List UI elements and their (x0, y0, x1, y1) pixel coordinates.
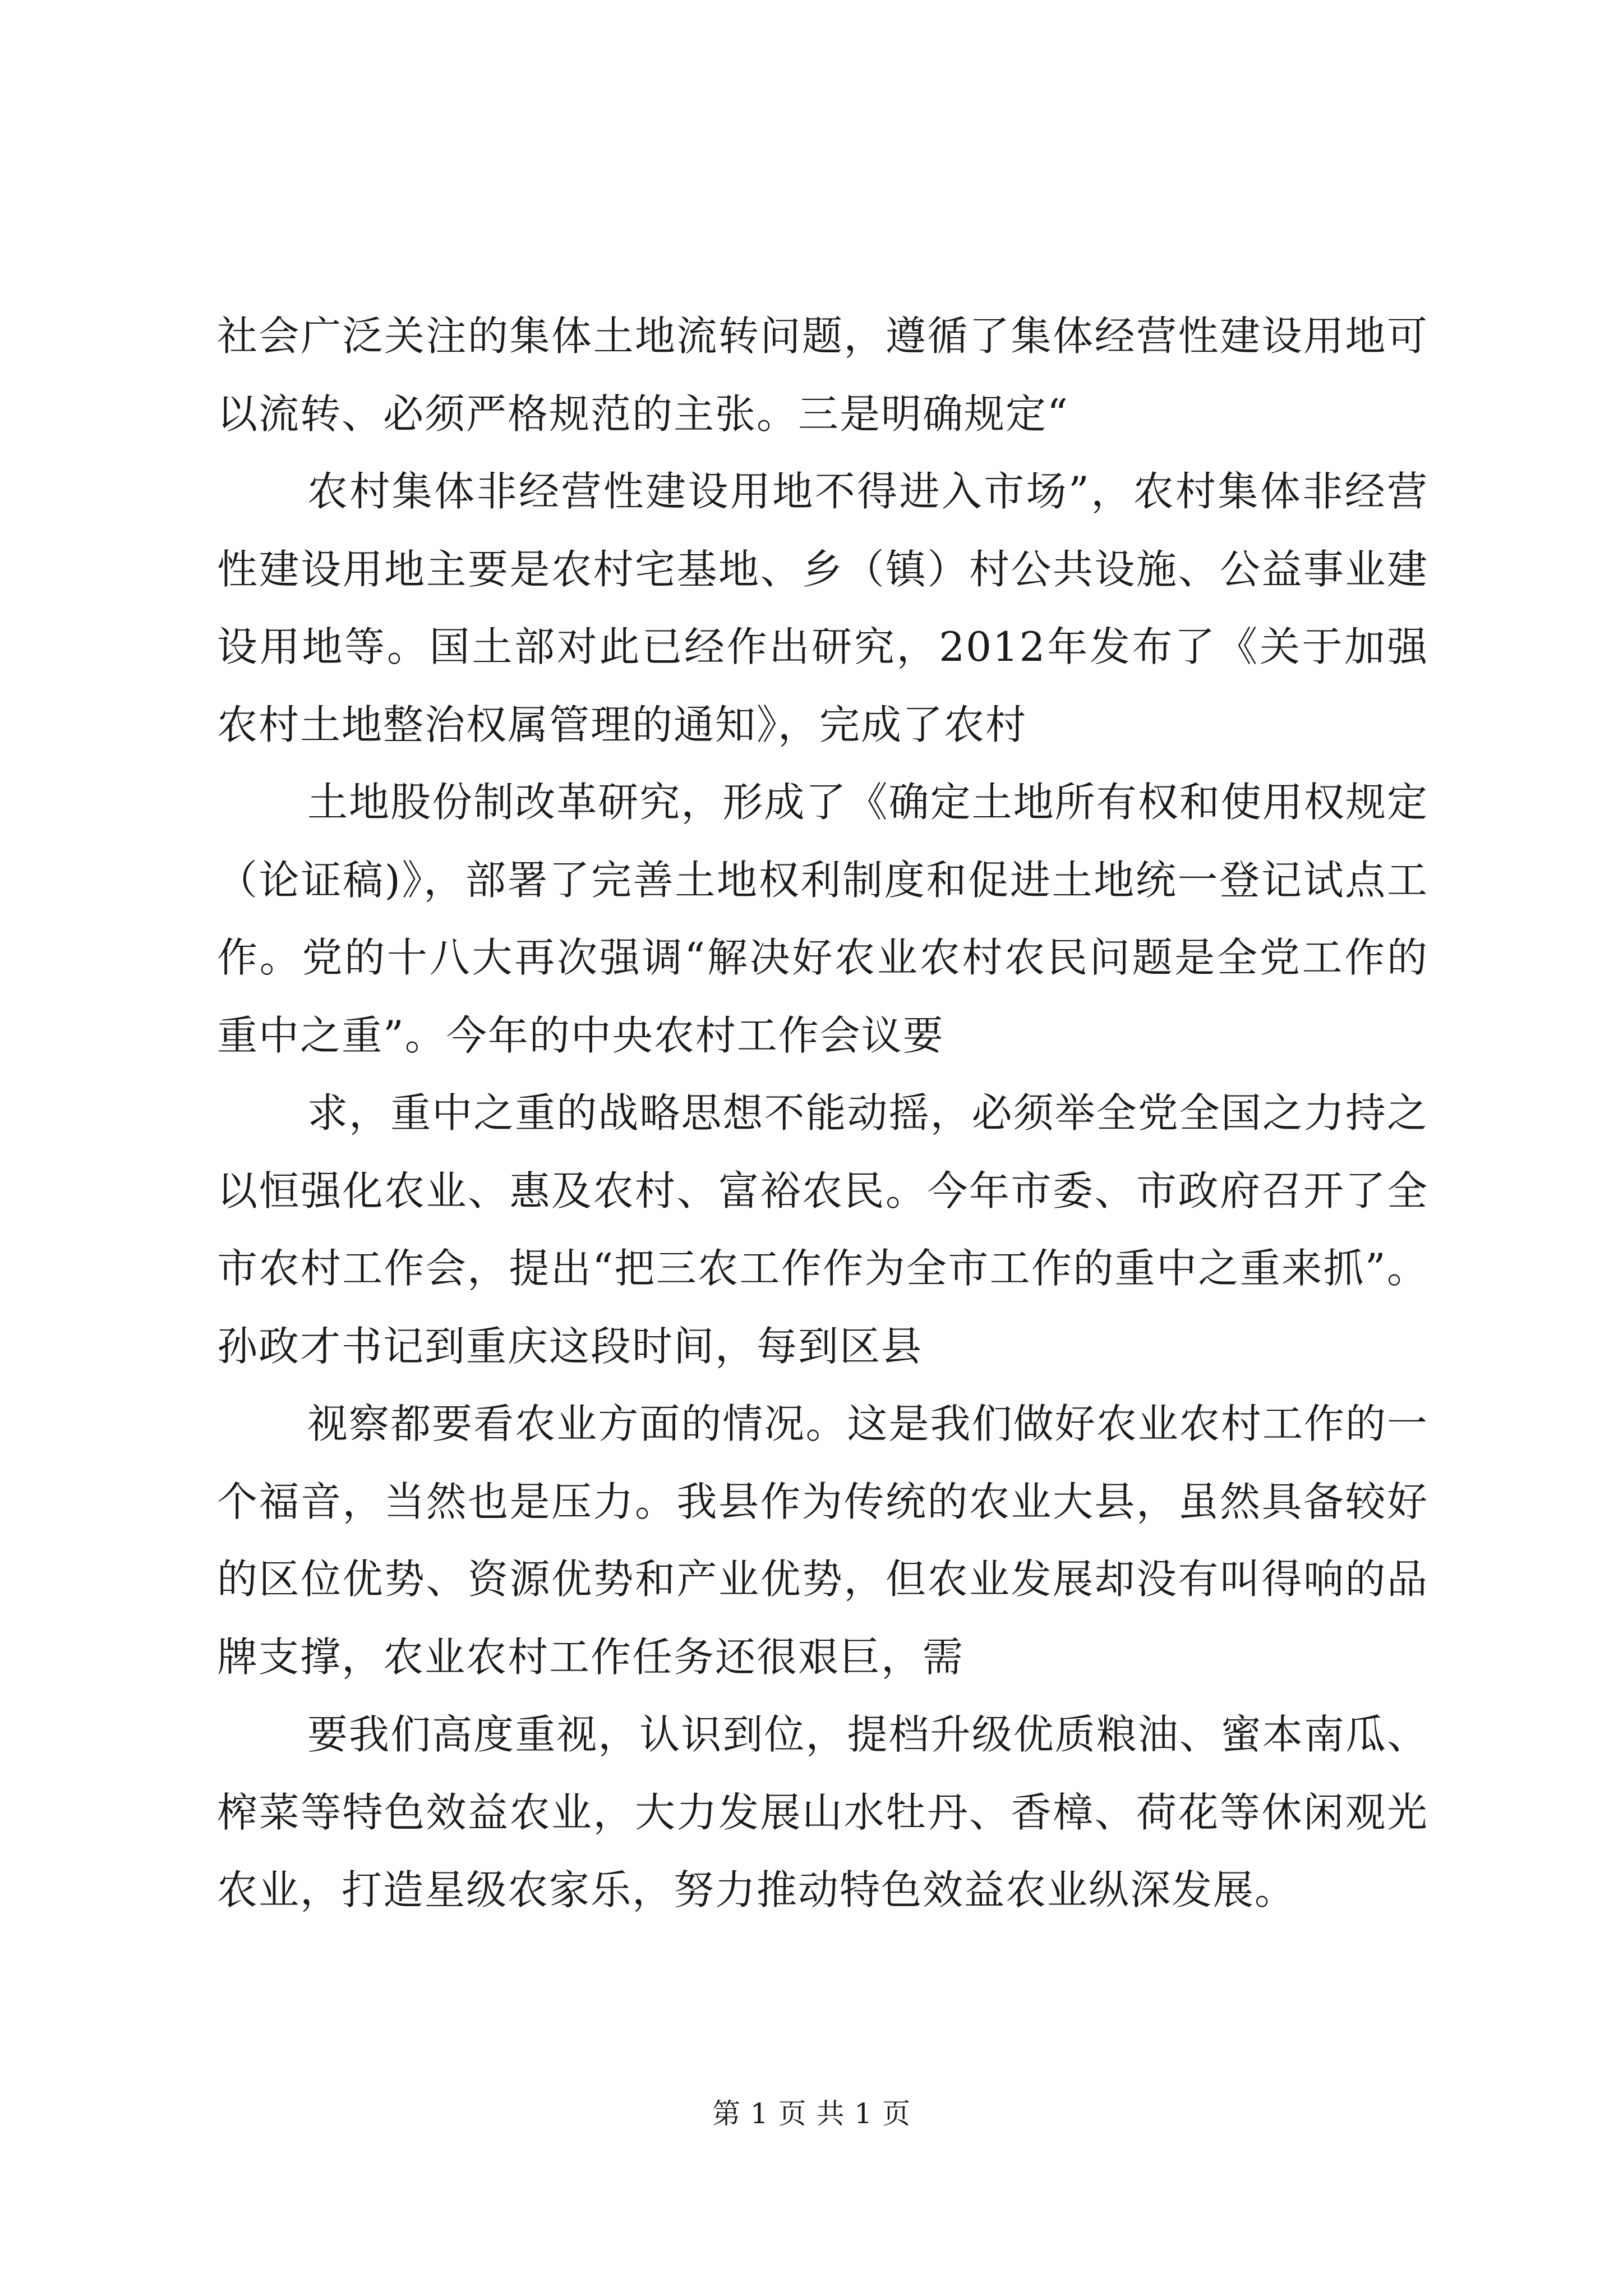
paragraph: 农村集体非经营性建设用地不得进入市场”，农村集体非经营性建设用地主要是农村宅基地、乡（镇）村公共设施、公益事业建设用地等。国土部对此已经作出研究，2012年发布了《关于加强农村土地整治权属管理的通知》，完成了农村 (217, 468, 1428, 748)
page-number-footer: 第 1 页 共 1 页 (712, 2097, 911, 2130)
paragraph: 土地股份制改革研究，形成了《确定土地所有权和使用权规定（论证稿)》，部署了完善土地权利制度和促进土地统一登记试点工作。党的十八大再次强调“解决好农业农村农民问题是全党工作的重中之重”。今年的中央农村工作会议要 (217, 779, 1428, 1059)
document-body (217, 297, 1428, 1929)
paragraph: 求，重中之重的战略思想不能动摇，必须举全党全国之力持之以恒强化农业、惠及农村、富裕农民。今年市委、市政府召开了全市农村工作会，提出“把三农工作作为全市工作的重中之重来抓”。孙政才书记到重庆这段时间，每到区县 (217, 1089, 1428, 1370)
paragraph: 社会广泛关注的集体土地流转问题，遵循了集体经营性建设用地可以流转、必须严格规范的主张。三是明确规定“ (217, 312, 1428, 438)
paragraph: 视察都要看农业方面的情况。这是我们做好农业农村工作的一个福音，当然也是压力。我县作为传统的农业大县，虽然具备较好的区位优势、资源优势和产业优势，但农业发展却没有叫得响的品牌支撑，农业农村工作任务还很艰巨，需 (217, 1400, 1428, 1681)
paragraph: 要我们高度重视，认识到位，提档升级优质粮油、蜜本南瓜、榨菜等特色效益农业，大力发展山水牡丹、香樟、荷花等休闲观光农业，打造星级农家乐，努力推动特色效益农业纵深发展。 (217, 1711, 1428, 1913)
